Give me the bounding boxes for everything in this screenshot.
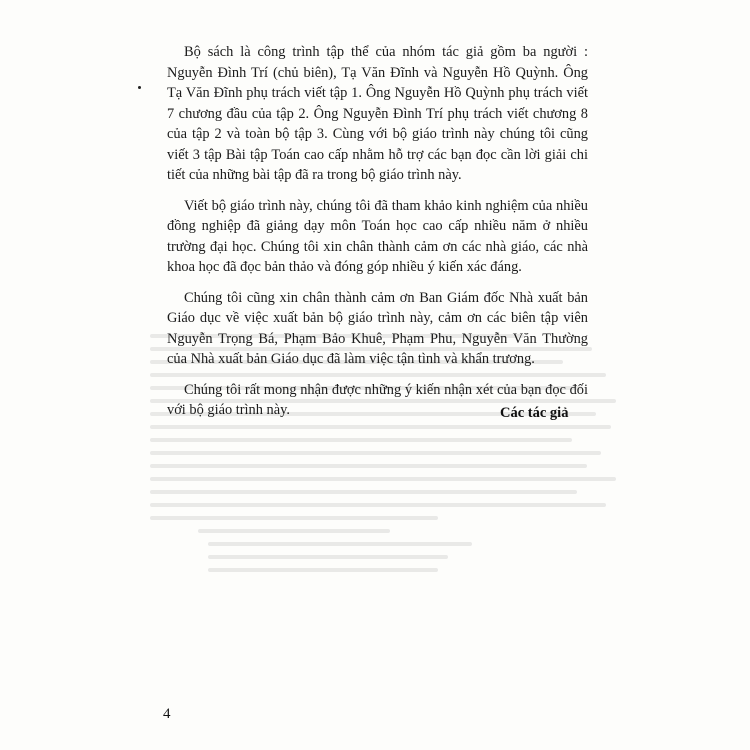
page-number: 4 bbox=[163, 706, 171, 722]
margin-ink-dot bbox=[138, 86, 141, 89]
paragraph-references: Viết bộ giáo trình này, chúng tôi đã tham khảo kinh nghiệm của nhiều đồng nghiệp đã giảng dạy môn Toán học cao cấp nhiều năm ở nhiều trường đại học. Chúng tôi xin chân thành cảm ơn các nhà giáo, các nhà khoa học đã đọc bản thảo và đóng góp nhiều ý kiến xác đáng. bbox=[167, 197, 588, 275]
paragraph-acknowledgements: Chúng tôi cũng xin chân thành cảm ơn Ban Giám đốc Nhà xuất bản Giáo dục về việc xuất bản bộ giáo trình này, cảm ơn các biên tập viên Nguyễn Trọng Bá, Phạm Bảo Khuê, Phạm Phu, Nguyễn Văn Thường của Nhà xuất bản Giáo dục đã làm việc tận tình và khẩn trương. bbox=[167, 289, 588, 367]
paragraph-authors: Bộ sách là công trình tập thể của nhóm tác giả gồm ba người : Nguyễn Đình Trí (chủ biên), Tạ Văn Đĩnh và Nguyễn Hồ Quỳnh. Ông Tạ Văn Đĩnh phụ trách viết tập 1. Ông Nguyễn Hồ Quỳnh phụ trách viết 7 chương đầu của tập 2. Ông Nguyễn Đình Trí phụ trách viết chương 8 của tập 2 và toàn bộ tập 3. Cùng với bộ giáo trình này chúng tôi cũng viết 3 tập Bài tập Toán cao cấp nhằm hỗ trợ các bạn đọc cần lời giải chi tiết của những bài tập đã ra trong bộ giáo trình này. bbox=[167, 44, 588, 183]
paragraph-feedback: Chúng tôi rất mong nhận được những ý kiến nhận xét của bạn đọc đối với bộ giáo trình này. bbox=[167, 381, 588, 418]
preface-text bbox=[167, 42, 588, 431]
authors-signature: Các tác giả bbox=[500, 405, 569, 421]
